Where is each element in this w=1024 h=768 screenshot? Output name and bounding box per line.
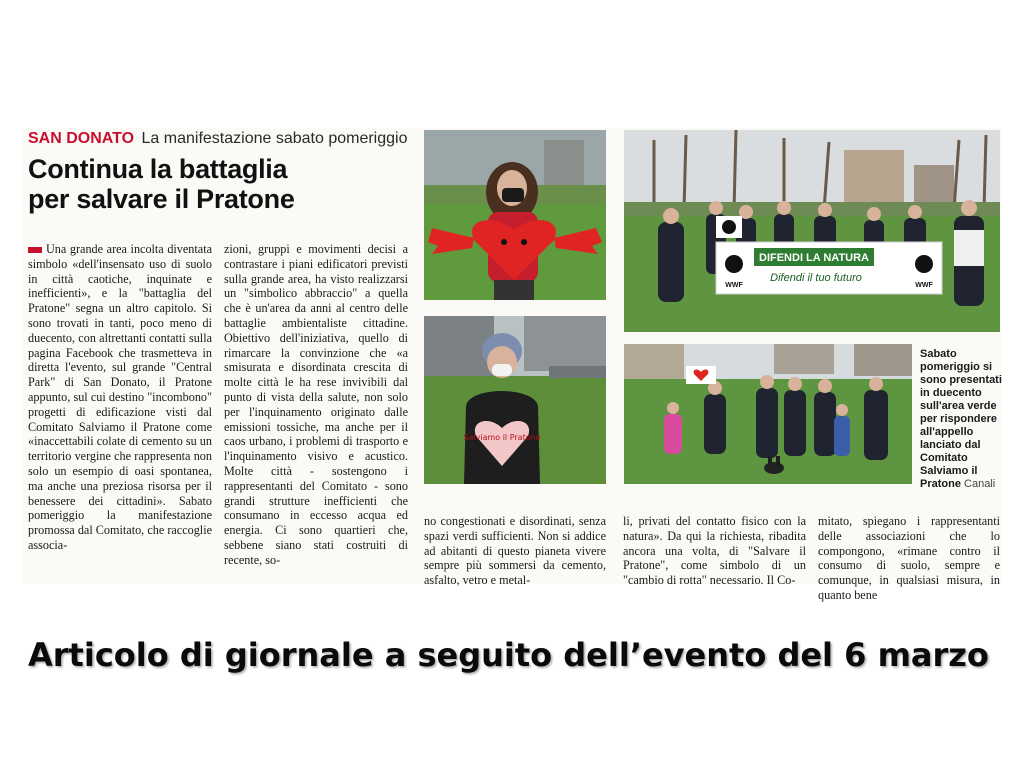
newspaper-clipping [22, 128, 1002, 602]
photo-credit: Canali [964, 478, 996, 490]
photo-group-banner [624, 130, 1000, 332]
body-column-2: zioni, gruppi e movimenti decisi a contrastare i piani edificatori previsti sulla grande area, ha visto realizzarsi un "simbolico abbraccio" a quella che è un'area da anni al centro delle battaglie ambientaliste cittadine. Obiettivo dell'iniziativa, quello di rimarcare la convinzione che «a smisurata e disordinata crescita di molte città le ha rese invivibili dal punto di vista della salute, non solo per l'inquinamento originato dalle emissioni tossiche, ma anche per il caos urbano, i problemi di trasporto e l'inquinamento visivo e acustico. Molte città - sostengono i rappresentanti del Comitato - sono grandi strutture inefficienti che consumano in eccesso acqua ed energia. Ci sono quartieri che, sebbene siano stati costruiti di recente, so- [224, 242, 408, 567]
body-column-4: li, privati del contatto fisico con la natura». Da qui la richiesta, ribadita ancora una volta, di "Salvare il Pratone", come simbolo di un "cambio di rotta" necessario. Il Co- [623, 514, 806, 588]
column-text: Una grande area incolta diventata simbolo «dell'insensato uso di suolo in città caotiche, inquinate e inefficienti», e la "battaglia del Pratone" segna un altro capitolo. Si sono trovati in tanti, poco meno di duecento, con altrettanti contatti sulla pagina Facebook che trasmetteva in diretta l'evento, sul grande "Central Park" di San Donato, il Pratone appunto, sul cui destino "incombono" progetti di edificazione visti dal Comitato Salviamo il Pratone come «inaccettabili colate di cemento su un territorio vergine che rappresenta non solo un esempio di oasi spontanea, ma anche una preziosa risorsa per il benessere dei cittadini». Sabato pomeriggio la manifestazione promossa dal Comitato, che raccoglie associa- [28, 242, 212, 552]
kicker-text: La manifestazione sabato pomeriggio [141, 130, 408, 147]
photo-woman-sign [424, 316, 606, 484]
photo-caption [920, 348, 1004, 491]
article-headline [28, 154, 418, 214]
section-tag: SAN DONATO [28, 130, 135, 147]
wwf-label-left: WWF [725, 282, 743, 289]
article-kicker [28, 130, 407, 148]
heart-sign-text: Salviamo il Pratone [463, 433, 541, 442]
body-column-5: mitato, spiegano i rappresentanti delle associazioni che lo compongono, «rimane contro il consumo di suolo, sempre e comunque, in qualsiasi misura, in quanto bene [818, 514, 1000, 602]
headline-line-2: per salvare il Pratone [28, 184, 295, 214]
lead-marker [28, 247, 42, 253]
banner-line-2: Difendi il tuo futuro [770, 272, 862, 284]
body-column-1 [28, 242, 212, 553]
body-column-3: no congestionati e disordinati, senza spazi verdi sufficienti. Non si addice ad abitanti di questo pianeta vivere sempre più sommersi da cemento, asfalto, vetro e metal- [424, 514, 606, 588]
wwf-label-right: WWF [915, 282, 933, 289]
caption-text: Sabato pomeriggio si sono presentati in duecento sull'area verde per rispondere all'appello lanciato dal Comitato Salviamo il Pratone [920, 348, 1002, 490]
banner-line-1: DIFENDI LA NATURA [759, 252, 869, 264]
photo-families [624, 344, 912, 484]
slide-caption: Articolo di giornale a seguito dell’evento del 6 marzo [28, 636, 989, 674]
photo-woman-heart [424, 130, 606, 300]
headline-line-1: Continua la battaglia [28, 154, 288, 184]
